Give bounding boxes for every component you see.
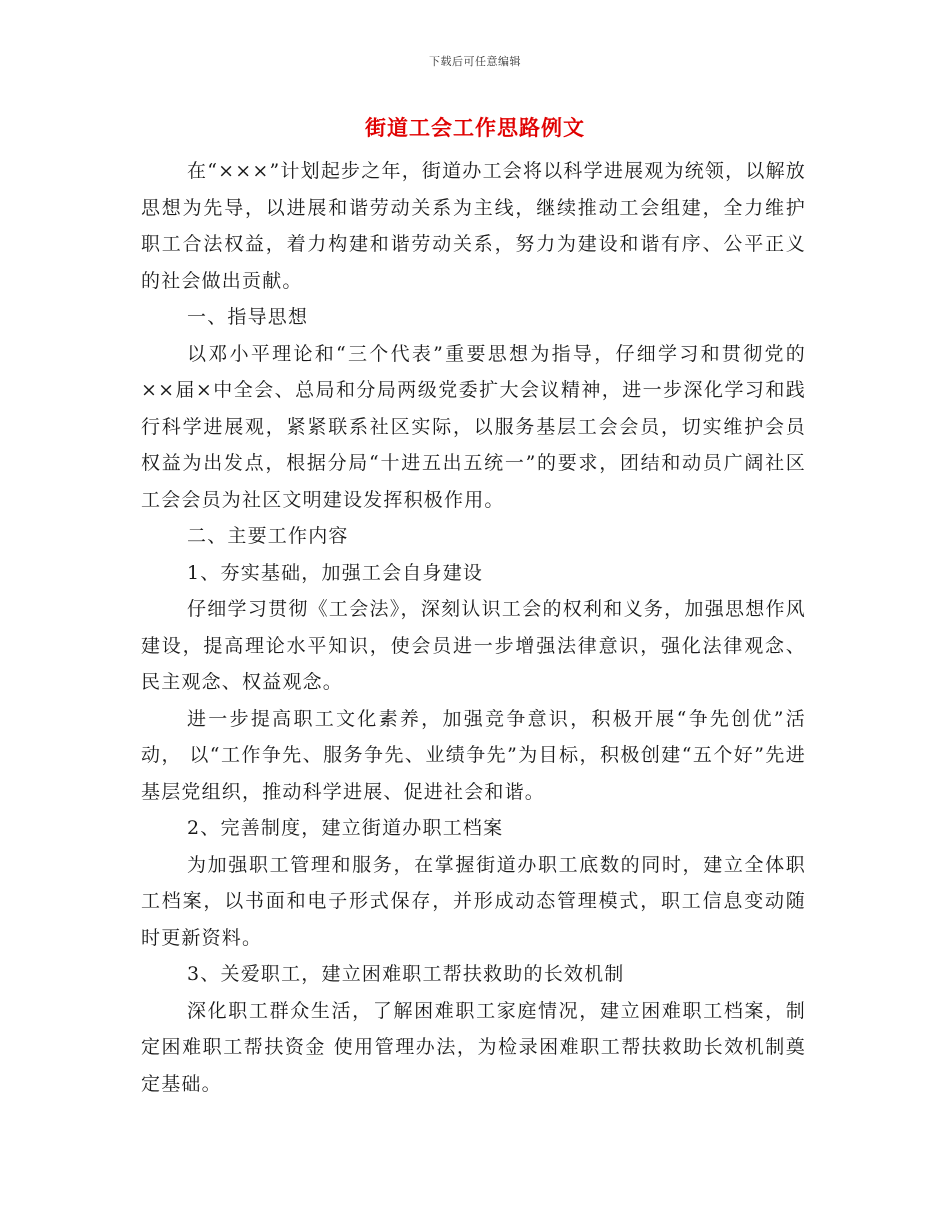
heading-guiding-thought: 一、指导思想 xyxy=(187,306,309,328)
paragraph-guiding-thought: 以邓小平理论和“三个代表”重要思想为指导，仔细学习和贯彻党的××届×中全会、总局和分局两级党委扩大会议精神，进一步深化学习和践行科学进展观，紧紧联系社区实际，以服务基层工会会员，切实维护会员权益为出发点，根据分局“十进五出五统一”的要求，团结和动员广阔社区工会会员为社区文明建设发挥积极作用。 xyxy=(141,342,806,511)
document-body xyxy=(141,153,806,1102)
subheading-system: 2、完善制度，建立街道办职工档案 xyxy=(187,817,504,839)
subheading-care: 3、关爱职工，建立困难职工帮扶救助的长效机制 xyxy=(187,963,625,985)
paragraph-foundation-2: 进一步提高职工文化素养，加强竞争意识，积极开展“争先创优”活动， 以“工作争先、服务争先、业绩争先”为目标，积极创建“五个好”先进基层党组织，推动科学进展、促进社会和谐。 xyxy=(141,707,806,803)
subheading-foundation: 1、夯实基础，加强工会自身建设 xyxy=(187,561,484,584)
paragraph-care: 深化职工群众生活，了解困难职工家庭情况，建立困难职工档案，制定困难职工帮扶资金 使用管理办法，为检录困难职工帮扶救助长效机制奠定基础。 xyxy=(141,999,806,1095)
paragraph-intro: 在“×××”计划起步之年，街道办工会将以科学进展观为统领，以解放思想为先导，以进展和谐劳动关系为主线，继续推动工会组建，全力维护职工合法权益，着力构建和谐劳动关系，努力为建设和谐有序、公平正义的社会做出贡献。 xyxy=(141,160,806,292)
heading-main-work: 二、主要工作内容 xyxy=(187,525,349,547)
header-note: 下载后可任意编辑 xyxy=(429,55,521,68)
paragraph-foundation-1: 仔细学习贯彻《工会法》，深刻认识工会的权利和义务，加强思想作风建设，提高理论水平知识，使会员进一步增强法律意识，强化法律观念、民主观念、权益观念。 xyxy=(141,598,806,693)
paragraph-system: 为加强职工管理和服务，在掌握街道办职工底数的同时，建立全体职工档案，以书面和电子形式保存，并形成动态管理模式，职工信息变动随时更新资料。 xyxy=(141,853,806,949)
document-title: 街道工会工作思路例文 xyxy=(365,115,585,140)
